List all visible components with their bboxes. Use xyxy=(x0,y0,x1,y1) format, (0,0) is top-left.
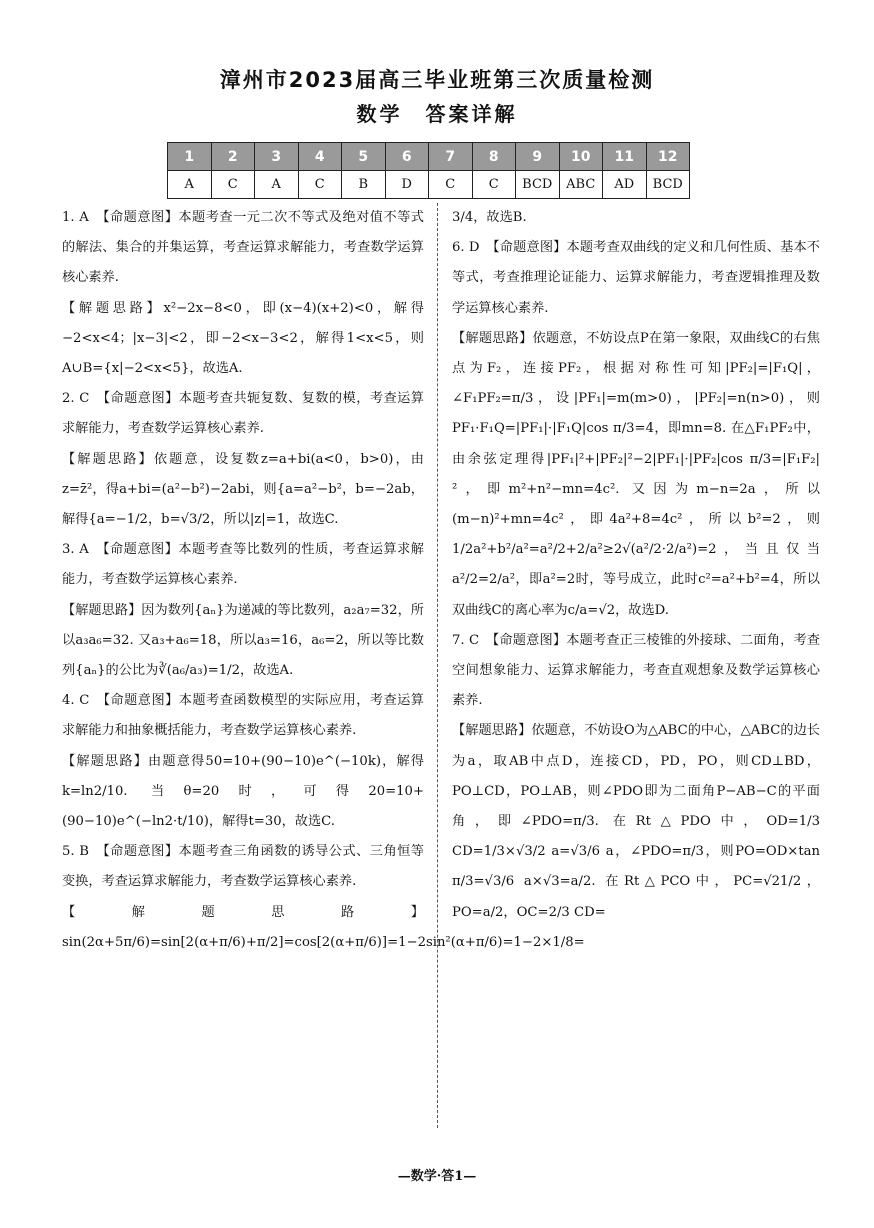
answer-cell: D xyxy=(385,171,429,199)
answer-table-answer-row xyxy=(168,171,690,199)
question-number-cell: 4 xyxy=(298,143,342,171)
solution-intent: 1. A 【命题意图】本题考查一元二次不等式及绝对值不等式的解法、集合的并集运算，考查运算求解能力，考查数学运算核心素养. xyxy=(62,210,424,286)
solution-intent: 5. B 【命题意图】本题考查三角函数的诱导公式、三角恒等变换，考查运算求解能力，考查数学运算核心素养. xyxy=(62,844,424,890)
solution-item xyxy=(452,233,820,626)
solution-steps: 【解题思路】因为数列{aₙ}为递减的等比数列，a₂a₇=32，所以a₃a₆=32. 又a₃+a₆=18，所以a₃=16，a₆=2，所以等比数列{aₙ}的公比为∛(a₆/a₃)=1/2，故选A. xyxy=(62,602,424,679)
answer-cell: B xyxy=(342,171,386,199)
solution-item xyxy=(62,837,585,958)
solution-steps: 【解题思路】依题意，不妨设点P在第一象限，双曲线C的右焦点为F₂，连接PF₂，根据对称性可知|PF₂|=|F₁Q|，∠F₁PF₂=π/3，设|PF₁|=m(m>0)，|PF₂|=n(n>0)，则PF₁·F₁Q=|PF₁|·|F₁Q|cos π/3=4，即mn=8. 在△F₁PF₂中，由余弦定理得|PF₁|²+|PF₂|²−2|PF₁|·|PF₂|cos π/3=|F₁F₂|²，即m²+n²−mn=4c². 又因为m−n=2a，所以(m−n)²+mn=4c²，即4a²+8=4c²，所以b²=2，则1/2a²+b²/a²=a²/2+2/a²≥2√(a²/2·2/a²)=2，当且仅当a²/2=2/a²，即a²=2时，等号成立，此时c²=a²+b²=4，所以双曲线C的离心率为c/a=√2，故选D. xyxy=(452,330,820,618)
question-number-cell: 8 xyxy=(472,143,516,171)
answer-cell: BCD xyxy=(646,171,690,199)
page-subtitle: 数学 答案详解 xyxy=(356,102,518,126)
answer-cell: A xyxy=(168,171,212,199)
question-number-cell: 9 xyxy=(516,143,560,171)
question-number-cell: 1 xyxy=(168,143,212,171)
answer-cell: BCD xyxy=(516,171,560,199)
column-divider xyxy=(437,203,438,1128)
question-number-cell: 5 xyxy=(342,143,386,171)
solution-item xyxy=(62,384,424,535)
solution-intent: 3. A 【命题意图】本题考查等比数列的性质，考查运算求解能力，考查数学运算核心素养. xyxy=(62,542,424,588)
answer-cell: A xyxy=(255,171,299,199)
solution-steps: 【解题思路】由题意得50=10+(90−10)e^(−10k)，解得k=ln2/10. 当θ=20时，可得20=10+(90−10)e^(−ln2·t/10)，解得t=30，故选C. xyxy=(62,753,424,830)
question-number-cell: 3 xyxy=(255,143,299,171)
solution-item xyxy=(62,535,424,686)
solution-steps: 3/4，故选B. xyxy=(452,210,527,225)
answer-table xyxy=(167,142,690,199)
question-number-cell: 10 xyxy=(559,143,603,171)
answer-cell: C xyxy=(211,171,255,199)
answer-table-number-row xyxy=(168,143,690,171)
solution-item xyxy=(62,686,424,837)
solution-item xyxy=(452,626,820,928)
solution-item xyxy=(62,203,424,384)
solution-steps: 【解题思路】依题意，设复数z=a+bi(a<0，b>0)，由z=z̄²，得a+bi=(a²−b²)−2abi，则{a=a²−b²，b=−2ab，解得{a=−1/2，b=√3/2，所以|z|=1，故选C. xyxy=(62,451,424,528)
solution-intent: 7. C 【命题意图】本题考查正三棱锥的外接球、二面角，考查空间想象能力、运算求解能力，考查直观想象及数学运算核心素养. xyxy=(452,632,820,709)
answer-cell: ABC xyxy=(559,171,603,199)
question-number-cell: 7 xyxy=(429,143,473,171)
answer-cell: AD xyxy=(603,171,647,199)
answer-cell: C xyxy=(298,171,342,199)
solution-steps: 【解题思路】依题意，不妨设O为△ABC的中心，△ABC的边长为a，取AB中点D，连接CD，PD，PO，则CD⊥BD，PO⊥CD，PO⊥AB，则∠PDO即为二面角P−AB−C的平面角，即∠PDO=π/3. 在Rt△PDO中，OD=1/3 CD=1/3×√3/2 a=√3/6 a，∠PDO=π/3，则PO=OD×tan π/3=√3/6 a×√3=a/2. 在Rt△PCO中，PC=√21/2，PO=a/2，OC=2/3 CD= xyxy=(452,723,820,920)
answer-cell: C xyxy=(472,171,516,199)
right-column xyxy=(452,203,820,928)
page-footer: —数学·答1— xyxy=(397,1169,477,1184)
solution-steps: 【解题思路】x²−2x−8<0，即(x−4)(x+2)<0，解得−2<x<4；|x−3|<2，即−2<x−3<2，解得1<x<5，则A∪B={x|−2<x<5}，故选A. xyxy=(62,300,424,377)
question-number-cell: 6 xyxy=(385,143,429,171)
answer-cell: C xyxy=(429,171,473,199)
page-title: 漳州市2023届高三毕业班第三次质量检测 xyxy=(219,68,655,92)
solution-intent: 6. D 【命题意图】本题考查双曲线的定义和几何性质、基本不等式，考查推理论证能力、运算求解能力，考查逻辑推理及数学运算核心素养. xyxy=(452,240,820,316)
solution-steps: 【解题思路】sin(2α+5π/6)=sin[2(α+π/6)+π/2]=cos[2(α+π/6)]=1−2sin²(α+π/6)=1−2×1/8= xyxy=(62,904,585,950)
solution-intent: 2. C 【命题意图】本题考查共轭复数、复数的模，考查运算求解能力，考查数学运算核心素养. xyxy=(62,391,424,437)
question-number-cell: 12 xyxy=(646,143,690,171)
question-number-cell: 2 xyxy=(211,143,255,171)
solution-item xyxy=(452,203,820,233)
solution-intent: 4. C 【命题意图】本题考查函数模型的实际应用，考查运算求解能力和抽象概括能力，考查数学运算核心素养. xyxy=(62,693,424,739)
question-number-cell: 11 xyxy=(603,143,647,171)
